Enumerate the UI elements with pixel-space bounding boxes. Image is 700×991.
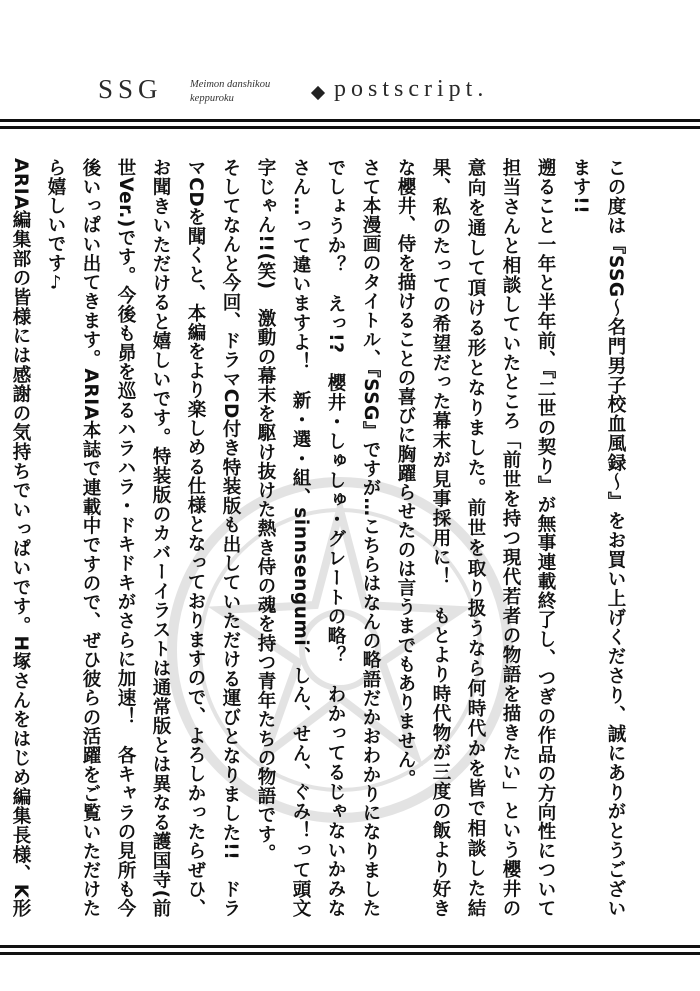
footer-rule-upper: [0, 945, 700, 948]
series-subtitle: [190, 78, 310, 106]
afterword-body: [10, 158, 633, 918]
header-rule-upper: [0, 119, 700, 122]
series-subtitle-line-1: Meimon danshikou: [190, 79, 271, 90]
paragraph-4: そしてなんと今回、ドラマCD付き特装版も出していただける運びとなりました!! ドラマCDを聞くと、本編をより楽しめる仕様となっておりますので、よろしかったらぜひ、お聞きいただけると嬉しいです。特装版のカバーイラストは通常版とは異なる護国寺(前世Ver.)です。今後も昴を巡るハラハラ・ドキドキがさらに加速！ 各キャラの見所も今後いっぱい出てきます。ARIA本誌で連載中ですので、ぜひ彼らの活躍をご覧いただけたら嬉しいです♪: [45, 158, 241, 918]
series-title: SSG: [98, 74, 163, 104]
series-subtitle-line-2: keppuroku: [190, 93, 234, 105]
section-title: postscript.: [334, 76, 489, 102]
paragraph-3: さて本漫画のタイトル、『SSG』ですが…こちらはなんの略語だかおわかりになりましたでしょうか？ えっ!? 櫻井・しゅしゅ・グレートの略？ わかってるじゃないかみなさん…って違いますよ！ 新・選・組、sinnsengumi、しん、せん、ぐみ！って頭文字じゃん!!(笑) 激動の幕末を駆け抜けた熱き侍の魂を持つ青年たちの物語です。: [255, 158, 381, 918]
paragraph-2: 遡ること一年と半年前、『二世の契り』が無事連載終了し、つぎの作品の方向性について担当さんと相談していたところ「前世を持つ現代若者の物語を描きたい」という櫻井の意向を通して頂ける形となりました。前世を取り扱うなら何時代かを皆で相談した結果、私のたっての希望だった幕末が見事採用に！ もとより時代物が三度の飯より好きな櫻井、侍を描けることの喜びに胸躍らせたのは言うまでもありません。: [395, 158, 556, 918]
paragraph-1: この度は『SSG～名門男子校血風録～』をお買い上げくださり、誠にありがとうございます!!: [570, 158, 626, 918]
footer-rule-lower: [0, 952, 700, 955]
diamond-icon: [311, 86, 325, 100]
paragraph-5: ARIA編集部の皆様には感謝の気持ちでいっぱいです。H塚さんをはじめ編集長様、K形: [10, 158, 31, 918]
header-rule-lower: [0, 126, 700, 129]
page-header: [0, 0, 700, 130]
